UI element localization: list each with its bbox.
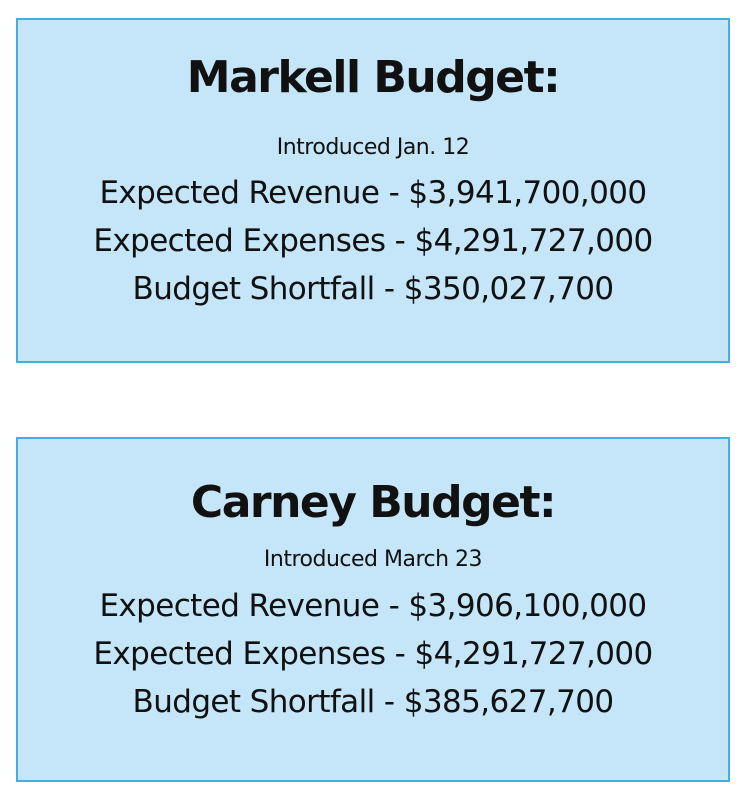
budget-title: Carney Budget:: [190, 477, 556, 528]
carney-budget-panel: [16, 437, 730, 782]
expected-revenue: Expected Revenue - $3,906,100,000: [99, 588, 647, 624]
budget-shortfall: Budget Shortfall - $350,027,700: [132, 271, 614, 307]
budget-title: Markell Budget:: [186, 52, 560, 103]
expected-expenses: Expected Expenses - $4,291,727,000: [93, 223, 653, 259]
expected-expenses: Expected Expenses - $4,291,727,000: [93, 636, 653, 672]
markell-budget-panel: [16, 18, 730, 363]
introduced-date: Introduced Jan. 12: [276, 135, 470, 160]
expected-revenue: Expected Revenue - $3,941,700,000: [99, 175, 647, 211]
budget-shortfall: Budget Shortfall - $385,627,700: [132, 684, 614, 720]
introduced-date: Introduced March 23: [263, 547, 483, 572]
